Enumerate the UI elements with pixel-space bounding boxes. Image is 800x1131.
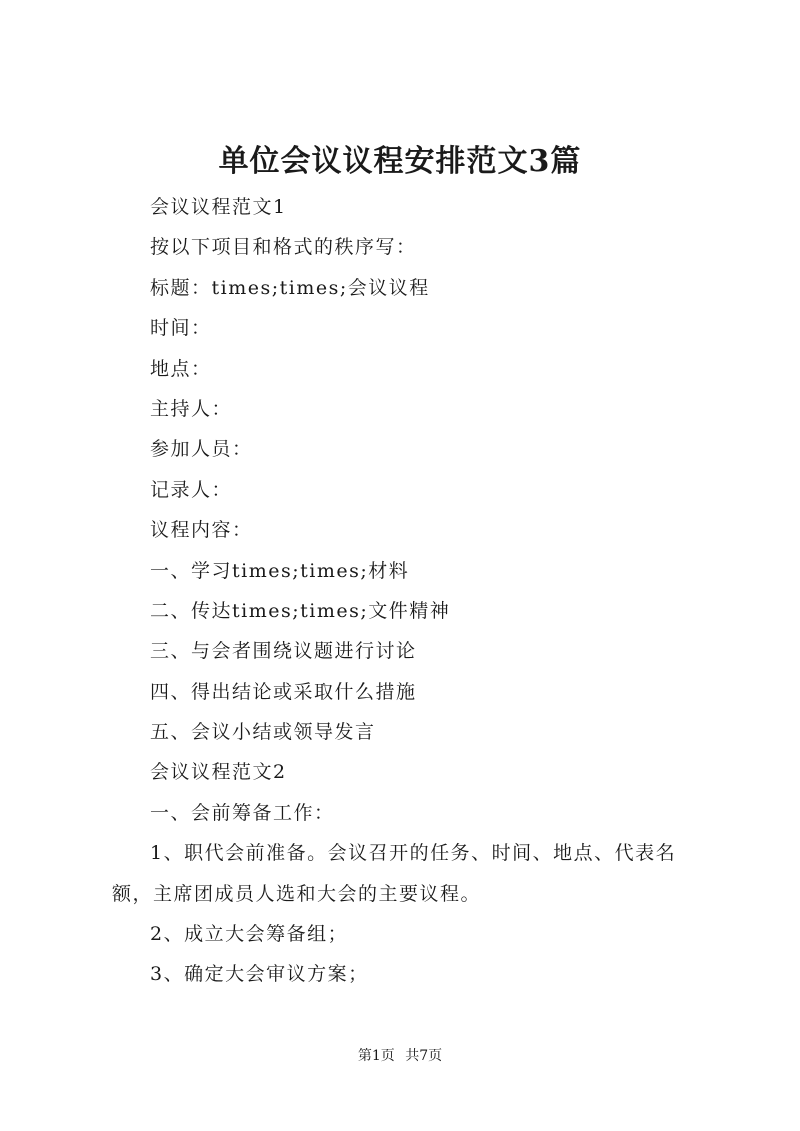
paragraph-title-field: 标题：times;times;会议议程 bbox=[150, 276, 430, 299]
paragraph-time-field: 时间： bbox=[150, 317, 212, 340]
page-total-label: 共7页 bbox=[405, 1048, 443, 1064]
paragraph-location-field: 地点： bbox=[150, 357, 212, 380]
paragraph-preparation-step-3: 3、确定大会审议方案； bbox=[150, 963, 369, 986]
paragraph-host-field: 主持人： bbox=[150, 397, 233, 420]
paragraph-agenda-sample-1-heading: 会议议程范文1 bbox=[150, 196, 287, 218]
paragraph-attendees-field: 参加人员： bbox=[150, 438, 253, 461]
page-number-label: 第1页 bbox=[357, 1048, 395, 1064]
paragraph-agenda-item-5: 五、会议小结或领导发言 bbox=[150, 721, 376, 744]
paragraph-preparation-step-1: 1、职代会前准备。会议召开的任务、时间、地点、代表名额，主席团成员人选和大会的主要议程。 bbox=[112, 842, 677, 905]
paragraph-preparation-heading: 一、会前筹备工作： bbox=[150, 801, 335, 824]
paragraph-agenda-item-2: 二、传达times;times;文件精神 bbox=[150, 599, 451, 622]
paragraph-format-instruction: 按以下项目和格式的秩序写： bbox=[150, 236, 417, 259]
paragraph-recorder-field: 记录人： bbox=[150, 478, 233, 501]
paragraph-agenda-sample-2-heading: 会议议程范文2 bbox=[150, 761, 287, 784]
document-body bbox=[112, 187, 712, 995]
paragraph-agenda-content-field: 议程内容： bbox=[150, 519, 253, 542]
paragraph-agenda-item-1: 一、学习times;times;材料 bbox=[150, 559, 410, 582]
paragraph-preparation-step-2: 2、成立大会筹备组； bbox=[150, 923, 349, 946]
document-title: 单位会议议程安排范文3篇 bbox=[218, 144, 582, 179]
paragraph-agenda-item-3: 三、与会者围绕议题进行讨论 bbox=[150, 640, 417, 663]
paragraph-agenda-item-4: 四、得出结论或采取什么措施 bbox=[150, 680, 417, 703]
page-footer bbox=[0, 1046, 800, 1066]
